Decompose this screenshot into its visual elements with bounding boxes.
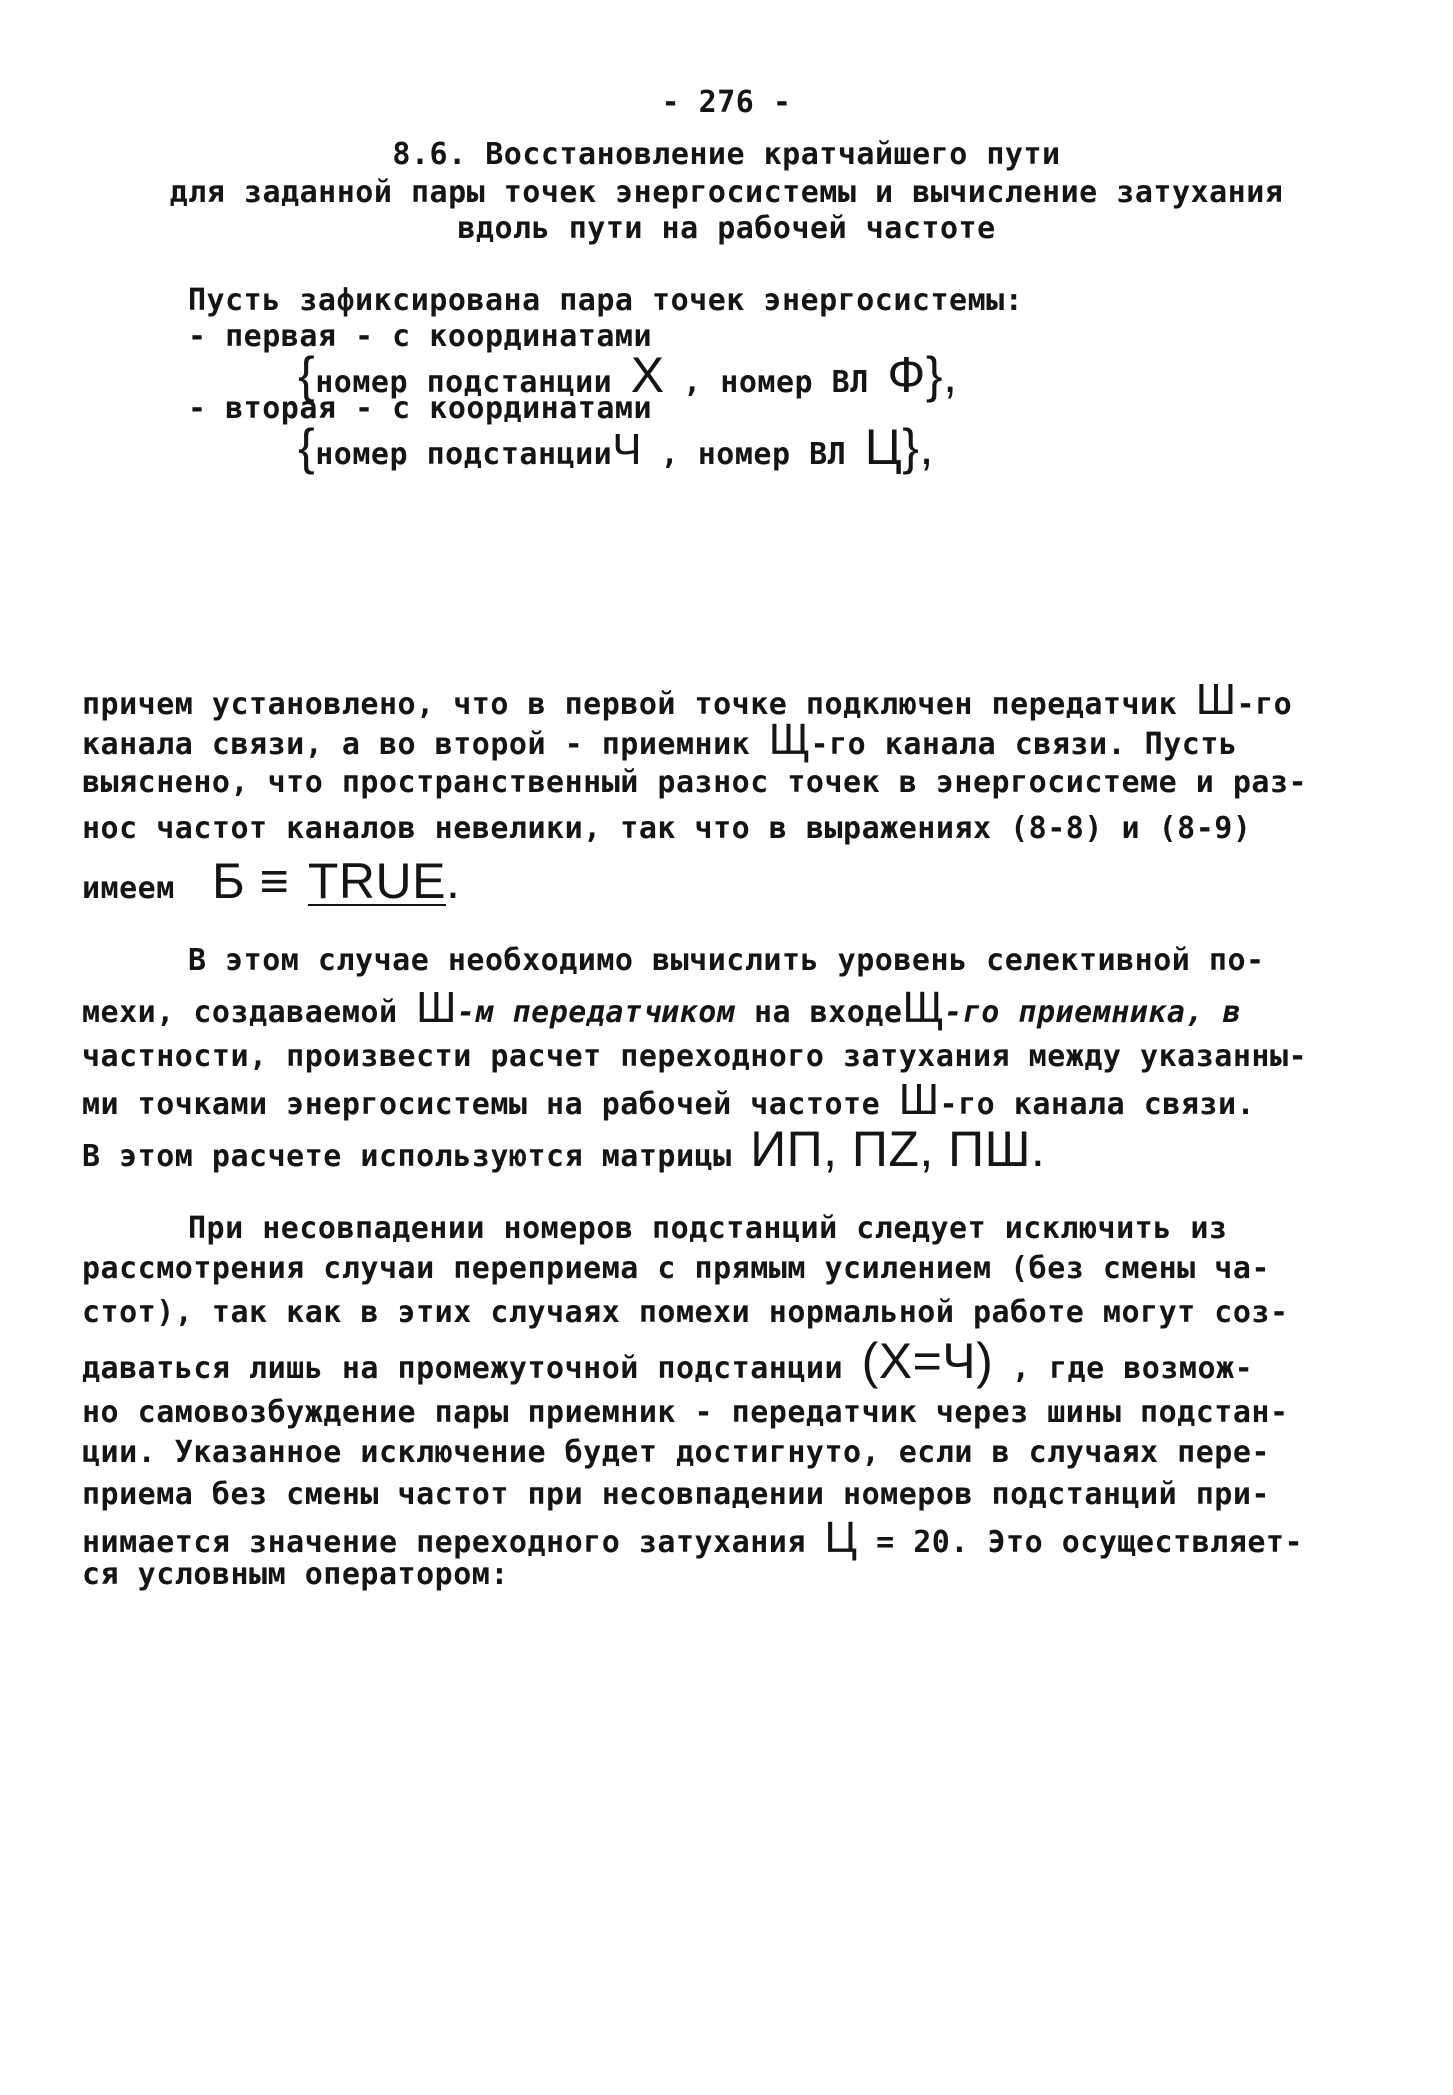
text: нимается значение переходного затухания <box>82 1525 806 1560</box>
para2-line-1 <box>82 675 1293 724</box>
para3-line-2 <box>82 983 1242 1032</box>
para2-line-4: нос частот каналов невелики, так что в выражениях (8-8) и (8-9) <box>82 811 1252 846</box>
text: = 20. Это осуществляет- <box>876 1525 1304 1560</box>
text: на входе <box>753 995 903 1030</box>
para2-line-2 <box>82 715 1238 764</box>
para4-line-8 <box>82 1513 1304 1562</box>
text: -го <box>1236 687 1293 722</box>
variable: Ш <box>416 983 457 1032</box>
line-variable: Ф <box>887 347 926 403</box>
page-number: - 276 - <box>661 85 792 120</box>
text: , где возмож- <box>1011 1351 1254 1386</box>
substation-text: номер подстанции <box>315 437 613 472</box>
substation-text: номер подстанции <box>315 365 613 400</box>
matrix-names: ИП, ПZ, ПШ. <box>750 1121 1046 1177</box>
para4-line-1: При несовпадении номеров подстанций следует исключить из <box>188 1211 1228 1246</box>
text: канала связи, а во второй - приемник <box>82 727 751 762</box>
intro-line: Пусть зафиксирована пара точек энергосистемы: <box>188 283 1024 318</box>
second-point-coordinates <box>298 419 934 475</box>
para4-line-9: ся условным оператором: <box>82 1557 509 1592</box>
para3-line-1: В этом случае необходимо вычислить уровень селективной по- <box>188 943 1265 978</box>
para4-line-4 <box>82 1333 1254 1389</box>
substation-variable: Х <box>630 347 665 403</box>
text: -го канала связи. <box>939 1087 1256 1122</box>
variable: Ш <box>1195 675 1237 724</box>
section-heading-line-3: вдоль пути на рабочей частоте <box>457 211 996 246</box>
true-value: TRUE <box>307 853 446 909</box>
text: имеем <box>82 871 175 906</box>
text: причем установлено, что в первой точке подключен передатчик <box>82 687 1178 722</box>
line-text: , номер ВЛ <box>683 365 869 400</box>
text: даваться лишь на промежуточной подстанции <box>82 1351 844 1386</box>
variable: Ц <box>824 1513 858 1562</box>
text: -го канала связи. Пусть <box>810 727 1238 762</box>
text: -го приемника, в <box>944 995 1242 1030</box>
text: ми точками энергосистемы на рабочей частоте <box>82 1087 881 1122</box>
para4-line-6: ции. Указанное исключение будет достигнуто, если в случаях пере- <box>82 1435 1270 1470</box>
para2-line-5 <box>82 853 461 909</box>
para4-line-5: но самовозбуждение пары приемник - передатчик через шины подстан- <box>82 1395 1289 1430</box>
brace-close: }, <box>902 419 934 475</box>
text: мехи, создаваемой <box>82 995 398 1030</box>
para4-line-3: стот), так как в этих случаях помехи нормальной работе могут соз- <box>82 1295 1289 1330</box>
variable-expression: Б ≡ <box>211 853 290 909</box>
period: . <box>446 853 461 909</box>
variable: Щ <box>768 715 811 764</box>
para4-line-2: рассмотрения случаи переприема с прямым усилением (без смены ча- <box>82 1251 1270 1286</box>
para4-line-7: приема без смены частот при несовпадении номеров подстанций при- <box>82 1477 1270 1512</box>
variable-expression: (Х=Ч) <box>861 1333 994 1389</box>
line-variable: Ц <box>864 419 903 475</box>
text: -м передатчиком <box>456 995 736 1030</box>
para3-line-4 <box>82 1075 1256 1124</box>
para3-line-3: частности, произвести расчет переходного затухания между указанны- <box>82 1039 1308 1074</box>
section-heading-line-1: 8.6. Восстановление кратчайшего пути <box>392 137 1061 172</box>
para2-line-3: выяснено, что пространственный разнос точек в энергосистеме и раз- <box>82 765 1308 800</box>
brace-open: { <box>298 419 316 475</box>
first-point-label: - первая - с координатами <box>188 319 653 354</box>
para3-line-5 <box>82 1121 1046 1177</box>
brace-open: { <box>298 347 316 403</box>
substation-variable: Ч <box>612 425 643 474</box>
brace-close: }, <box>925 347 958 403</box>
section-heading-line-2: для заданной пары точек энергосистемы и вычисление затухания <box>169 175 1284 210</box>
second-point-label: - вторая - с координатами <box>188 391 653 426</box>
variable: Ш <box>898 1075 940 1124</box>
variable: Щ <box>902 983 945 1032</box>
text: В этом расчете используются матрицы <box>82 1139 732 1174</box>
line-text: , номер ВЛ <box>660 437 847 472</box>
